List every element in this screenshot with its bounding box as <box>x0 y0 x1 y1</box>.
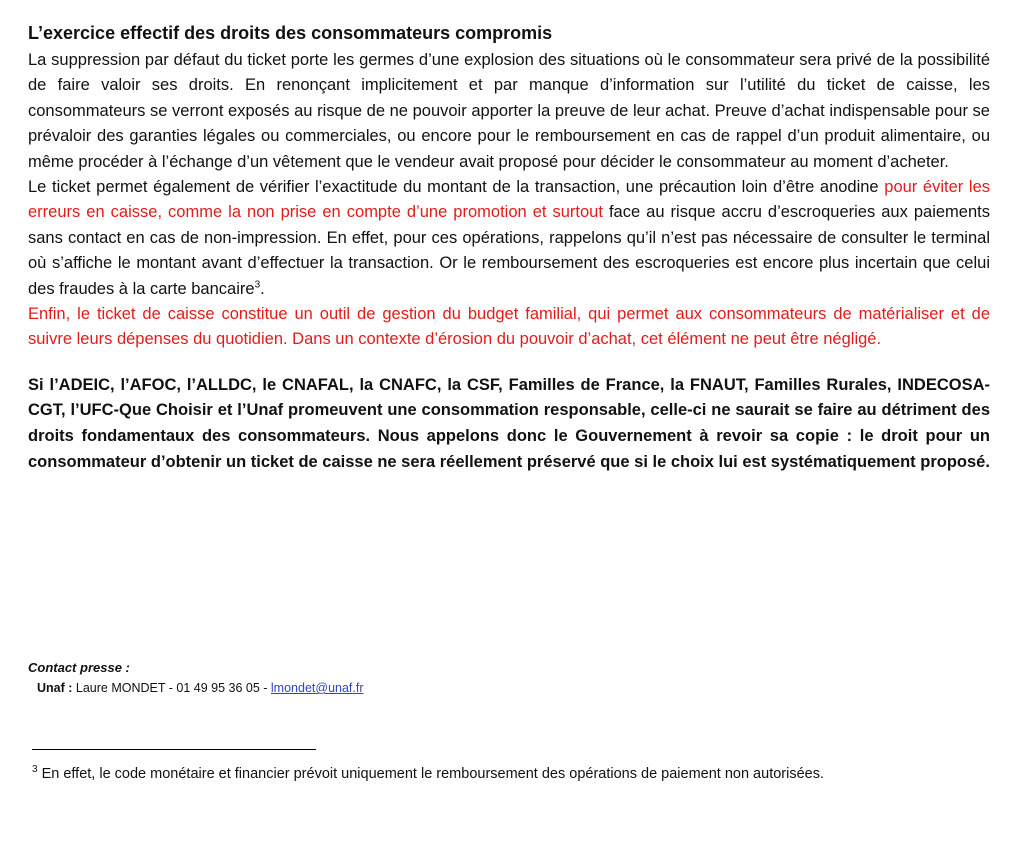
footnote-text: En effet, le code monétaire et financier prévoit uniquement le remboursement des opérations de paiement non autorisées. <box>37 766 824 782</box>
contact-details: Laure MONDET - 01 49 95 36 05 - <box>72 681 271 695</box>
paragraph-spacer <box>28 353 990 373</box>
conclusion-paragraph: Si l’ADEIC, l’AFOC, l’ALLDC, le CNAFAL, la CNAFC, la CSF, Familles de France, la FNAUT, Familles Rurales, INDECOSA-CGT, l’UFC-Que Choisir et l’Unaf promeuvent une consommation responsable, celle-ci ne saurait se faire au détriment des droits fondamentaux des consommateurs. Nous appelons donc le Gouvernement à revoir sa copie : le droit pour un consommateur d’obtenir un ticket de caisse ne sera réellement préservé que si le choix lui est systématiquement proposé. <box>28 375 990 471</box>
paragraph-budget-tool: Enfin, le ticket de caisse constitue un outil de gestion du budget familial, qui permet aux consommateurs de matérialiser et de suivre leurs dépenses du quotidien. Dans un contexte d’érosion du pouvoir d’achat, cet élément ne peut être négligé. <box>28 305 990 349</box>
press-contact <box>28 658 364 699</box>
document-page <box>28 22 990 475</box>
footnote-separator <box>32 749 316 750</box>
press-contact-label: Contact presse : <box>28 660 130 675</box>
footnote-reference: 3 <box>254 279 261 291</box>
footnote <box>32 762 962 786</box>
press-contact-line <box>28 677 364 699</box>
contact-email-link[interactable]: lmondet@unaf.fr <box>270 681 364 695</box>
paragraph-proof-of-purchase: La suppression par défaut du ticket porte les germes d’une explosion des situations où le consommateur sera privé de la possibilité de faire valoir ses droits. En renonçant implicitement et par manque d’information sur l’utilité du ticket de caisse, les consommateurs se verront exposés au risque de ne pouvoir apporter la preuve de leur achat. Preuve d’achat indispensable pour se prévaloir des garanties légales ou commerciales, ou encore pour le remboursement en cas de rappel d’un produit alimentaire, ou même procéder à l’échange d’un vêtement que le vendeur avait proposé pour décider le consommateur au moment d’acheter. <box>28 51 990 171</box>
contact-org: Unaf : <box>37 681 73 695</box>
section-title: L’exercice effectif des droits des consommateurs compromis <box>28 23 553 43</box>
highlighted-text-caisse-errors: pour éviter les erreurs en caisse, comme la non prise en compte d’une promotion et surtout <box>28 178 991 222</box>
paragraph-transaction-text-a: Le ticket permet également de vérifier l’exactitude du montant de la transaction, une précaution loin d’être anodine <box>28 178 885 197</box>
paragraph-transaction-end: . <box>260 279 265 298</box>
paragraph-transaction-text-b: face au risque accru d’escroqueries aux paiements sans contact en cas de non-impression. En effet, pour ces opérations, rappelons qu’il n’est pas nécessaire de consulter le terminal où s’affiche le montant avant d’effectuer la transaction. Or le remboursement des escroqueries est encore plus incertain que celui des fraudes à la carte bancaire <box>28 203 990 298</box>
footnote-number: 3 <box>32 764 38 776</box>
paragraph-transaction-check <box>28 175 990 302</box>
